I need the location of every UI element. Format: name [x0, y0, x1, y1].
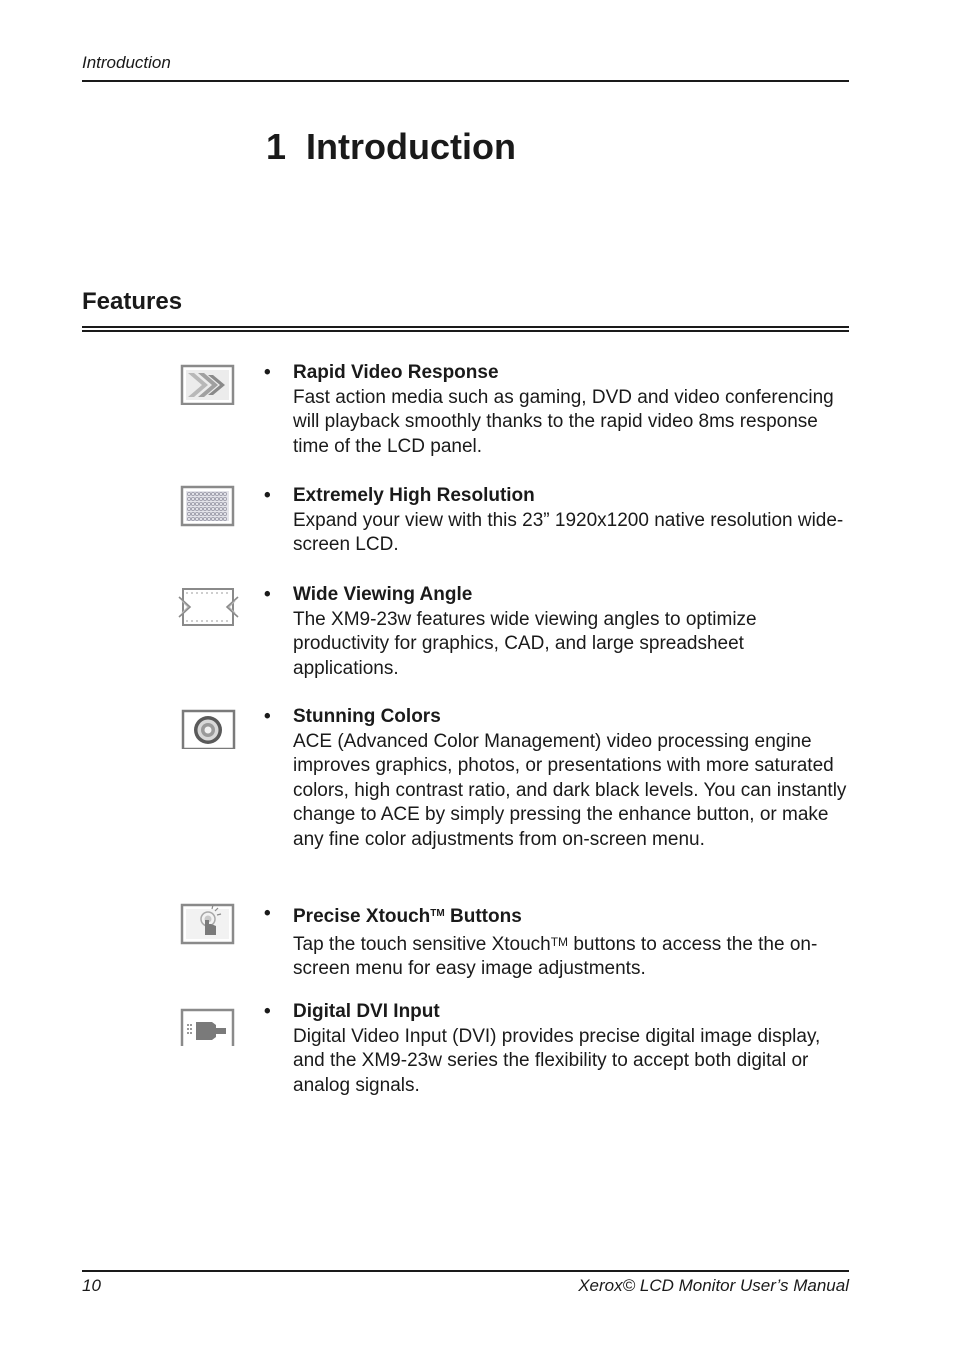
feature-title-suffix: Buttons [444, 906, 522, 927]
feature-title: Wide Viewing Angle [293, 584, 473, 605]
chapter-title: 1 Introduction [266, 126, 516, 167]
high-resolution-icon [178, 484, 238, 528]
stunning-colors-icon [178, 705, 238, 749]
header-rule [82, 80, 849, 82]
page-number: 10 [82, 1276, 101, 1295]
feature-description: Digital Video Input (DVI) provides precise digital image display, and the XM9-23w series the flexibility to accept both digital or analog signals. [293, 1025, 821, 1096]
running-header: Introduction [82, 53, 171, 72]
bullet: • [264, 903, 271, 924]
manual-title: Xerox© LCD Monitor User’s Manual [578, 1276, 849, 1295]
feature-description: The XM9-23w features wide viewing angles to optimize productivity for graphics, CAD, and large spreadsheet applications. [293, 608, 757, 679]
feature-title-prefix: Precise Xtouch [293, 906, 431, 927]
section-title: Features [82, 288, 183, 315]
dvi-input-icon [178, 1000, 238, 1044]
feature-title [293, 902, 853, 930]
feature-description: Fast action media such as gaming, DVD and video conferencing will playback smoothly thanks to the rapid video 8ms response time of the LCD panel. [293, 386, 834, 457]
wide-viewing-angle-icon [178, 583, 238, 627]
feature-title: Digital DVI Input [293, 1001, 440, 1022]
footer-rule [82, 1270, 849, 1272]
feature-description [293, 930, 853, 982]
rapid-video-icon [178, 361, 238, 405]
section-rule [82, 326, 849, 332]
feature-description: Expand your view with this 23” 1920x1200 native resolution wide-screen LCD. [293, 509, 844, 555]
xtouch-buttons-icon [178, 902, 238, 946]
feature-description-suffix: buttons to access the the on-screen menu for easy image adjustments. [293, 933, 818, 979]
trademark-mark: TM [430, 908, 445, 919]
bullet: • [264, 584, 271, 605]
feature-title: Extremely High Resolution [293, 485, 535, 506]
feature-description: ACE (Advanced Color Management) video processing engine improves graphics, photos, or presentations with more saturated colors, high contrast ratio, and dark black levels. You can instantly change to ACE by simply pressing the enhance button, or make any fine color adjustments from on-screen menu. [293, 730, 847, 850]
feature-description-prefix: Tap the touch sensitive Xtouch [293, 933, 551, 955]
bullet: • [264, 706, 271, 727]
bullet: • [264, 362, 271, 383]
bullet: • [264, 485, 271, 506]
feature-title: Rapid Video Response [293, 362, 499, 383]
bullet: • [264, 1001, 271, 1022]
trademark-mark: TM [550, 934, 569, 949]
feature-title: Stunning Colors [293, 706, 441, 727]
